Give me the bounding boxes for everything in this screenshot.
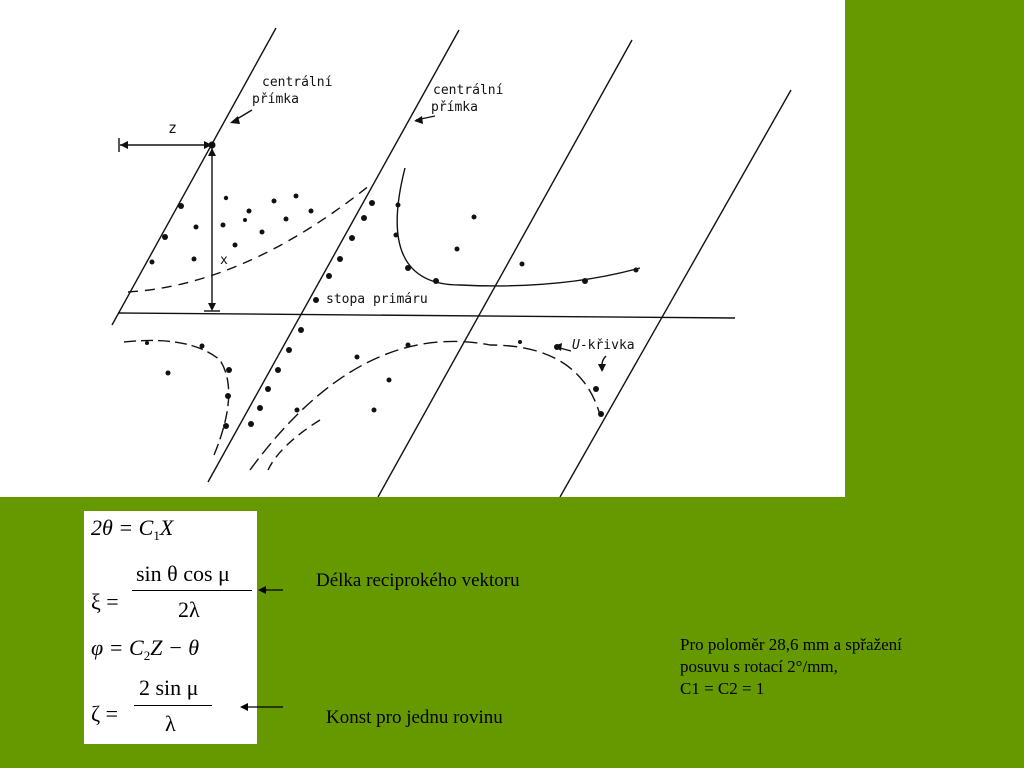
central-line-1-label-b: přímka — [252, 92, 299, 107]
curve-lower-right — [250, 341, 600, 470]
central-line-2-label-b: přímka — [431, 100, 478, 115]
formula-xi-denominator: 2λ — [178, 597, 200, 622]
formula-zeta-lhs: ζ = — [91, 701, 119, 726]
formula-two-theta: $2\theta = C_1X$ — [91, 515, 174, 543]
formula-zeta-numerator: 2 sin μ — [139, 675, 199, 700]
central-line-1 — [112, 28, 276, 325]
line-4 — [560, 90, 791, 497]
formula-zeta-bar — [134, 705, 212, 706]
primary-trace-line — [118, 313, 735, 318]
x-label: x — [220, 253, 228, 268]
formula-xi-lhs: ξ = — [91, 589, 119, 614]
formula-box — [84, 511, 257, 744]
formula-phi: $\varphi = C_2Z - \theta$ — [91, 635, 200, 663]
reciprocal-vector-length-label: Délka reciprokého vektoru — [316, 570, 520, 591]
primary-trace-label: stopa primáru — [326, 292, 428, 307]
formula-xi-bar — [132, 590, 252, 591]
note-line-1: Pro poloměr 28,6 mm a spřažení — [680, 635, 902, 654]
const-plane-label: Konst pro jednu rovinu — [326, 707, 503, 728]
curve-lower-left — [124, 340, 229, 455]
formula-xi-numerator: sin θ cos μ — [136, 561, 230, 586]
z-label: z — [168, 119, 178, 137]
note-line-3: C1 = C2 = 1 — [680, 679, 765, 698]
curve-upper-right — [397, 168, 640, 286]
central-line-2-label-a: centrální — [433, 83, 504, 98]
formula-zeta-denominator: λ — [165, 711, 176, 736]
diffraction-spots — [145, 142, 639, 430]
parameter-note — [680, 634, 1010, 700]
note-line-2: posuvu s rotací 2°/mm, — [680, 657, 838, 676]
central-line-2 — [208, 30, 459, 482]
u-curve-label: U-křivka — [572, 338, 635, 353]
central-line-1-label-a: centrální — [262, 75, 333, 90]
